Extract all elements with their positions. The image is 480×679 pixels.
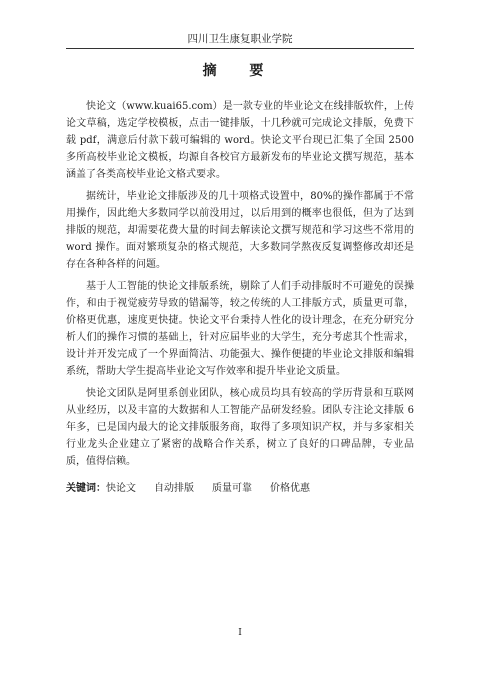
- keyword-item: 价格优惠: [270, 483, 310, 494]
- abstract-title: 摘 要: [202, 63, 278, 79]
- abstract-paragraph-4: 快论文团队是阿里系创业团队，核心成员均具有较高的学历背景和互联网从业经历，以及丰富的大数据和人工智能产品研发经验。团队专注论文排版 6 年多，已是国内最大的论文排版服务商，取得了多项知识产权，并与多家相关行业龙头企业建立了紧密的战略合作关系，树立了良好的口碑品牌，专业品质，值得信赖。: [66, 388, 414, 467]
- keywords-label: 关键词：: [66, 483, 106, 494]
- abstract-body: [66, 98, 414, 497]
- header-divider: [66, 48, 414, 49]
- keyword-item: 质量可靠: [212, 483, 252, 494]
- keyword-item: 自动排版: [154, 483, 194, 494]
- abstract-paragraph-2: 据统计，毕业论文排版涉及的几十项格式设置中，80%的操作都属于不常用操作，因此绝大多数同学以前没用过，以后用到的概率也很低，但为了达到排版的规范，却需要花费大量的时间去解读论文撰写规范和学习这些不常用的 word 操作。面对繁琐复杂的格式规范，大多数同学熬夜反复调整修改却还是存在各种各样的问题。: [66, 191, 414, 270]
- abstract-paragraph-3: 基于人工智能的快论文排版系统，剔除了人们手动排版时不可避免的误操作，和由于视觉疲劳导致的错漏等，较之传统的人工排版方式，质量更可靠，价格更优惠，速度更快捷。快论文平台秉持人性化的设计理念，在充分研究分析人们的操作习惯的基础上，针对应届毕业的大学生，充分考虑其个性需求，设计并开发完成了一个界面简洁、功能强大、操作便捷的毕业论文排版和编辑系统，帮助大学生提高毕业论文写作效率和提升毕业论文质量。: [66, 281, 414, 377]
- abstract-paragraph-1: 快论文（www.kuai65.com）是一款专业的毕业论文在线排版软件，上传论文草稿，选定学校模板，点击一键排版，十几秒就可完成论文排版，免费下载 pdf，满意后付款下载可编辑的 word。快论文平台现已汇集了全国 2500 多所高校毕业论文模板，均源自各校官方最新发布的毕业论文撰写规范，基本涵盖了各类高校毕业论文格式要求。: [66, 101, 414, 180]
- page-header: 四川卫生康复职业学院: [187, 33, 293, 45]
- page-number: I: [238, 628, 242, 638]
- keyword-item: 快论文: [106, 483, 136, 494]
- keywords-line: [66, 480, 414, 497]
